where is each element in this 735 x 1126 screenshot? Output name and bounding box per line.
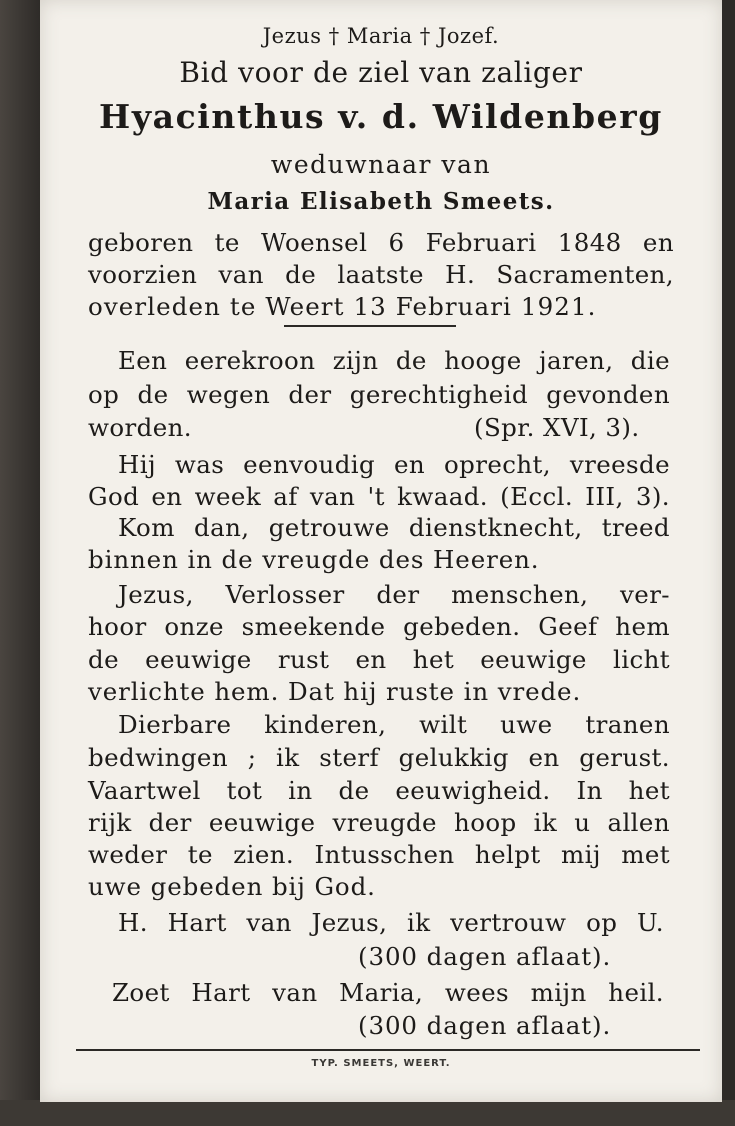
verse-line: Kom dan, getrouwe dienstknecht, treed — [118, 513, 670, 542]
verse-line: verlichte hem. Dat hij ruste in vrede. — [88, 677, 582, 706]
biography-line: voorzien van de laatste H. Sacramenten, — [88, 260, 674, 289]
biography-line: overleden te Weert 13 Februari 1921. — [88, 292, 597, 321]
card-bottom-background — [0, 1100, 735, 1126]
indulgence-note: (300 dagen aflaat). — [358, 1011, 612, 1040]
spouse-name: Maria Elisabeth Smeets. — [207, 188, 555, 215]
verse-line: Een eerekroon zijn de hooge jaren, die — [118, 346, 670, 375]
verse-line: binnen in de vreugde des Heeren. — [88, 545, 540, 574]
verse-line: Vaartwel tot in de eeuwigheid. In het — [88, 776, 670, 805]
verse-line: bedwingen ; ik sterf gelukkig en gerust. — [88, 743, 670, 772]
verse-line: Hij was eenvoudig en oprecht, vreesde — [118, 450, 670, 479]
verse-line: Dierbare kinderen, wilt uwe tranen — [118, 710, 670, 739]
memorial-card — [40, 0, 722, 1102]
indulgence-note: (300 dagen aflaat). — [358, 942, 612, 971]
verse-line: de eeuwige rust en het eeuwige licht — [88, 645, 670, 674]
verse-line: uwe gebeden bij God. — [88, 872, 376, 901]
bottom-rule — [76, 1049, 700, 1051]
verse-line: rijk der eeuwige vreugde hoop ik u allen — [88, 808, 670, 837]
invocation-line: Zoet Hart van Maria, wees mijn heil. — [112, 978, 664, 1007]
widower-of: weduwnaar van — [270, 150, 492, 179]
verse-line: worden. — [88, 413, 192, 442]
verse-line: weder te zien. Intusschen helpt mij met — [88, 840, 670, 869]
printer-imprint: TYP. SMEETS, WEERT. — [311, 1058, 451, 1069]
prayer-intro: Bid voor de ziel van zaliger — [179, 56, 583, 89]
verse-line: hoor onze smeekende gebeden. Geef hem — [88, 612, 670, 641]
verse-line: Jezus, Verlosser der menschen, ver- — [118, 580, 670, 609]
card-right-background — [722, 0, 735, 1126]
verse-reference: (Spr. XVI, 3). — [474, 413, 640, 442]
divider-rule — [284, 325, 456, 327]
deceased-name: Hyacinthus v. d. Wildenberg — [99, 97, 663, 136]
invocation-line: H. Hart van Jezus, ik vertrouw op U. — [118, 908, 664, 937]
verse-line: op de wegen der gerechtigheid gevonden — [88, 380, 670, 409]
biography-line: geboren te Woensel 6 Februari 1848 en — [88, 228, 674, 257]
verse-line: God en week af van 't kwaad. (Eccl. III, 3). — [88, 482, 670, 511]
card-left-shadow — [0, 0, 40, 1126]
header-line: Jezus † Maria † Jozef. — [262, 24, 500, 48]
